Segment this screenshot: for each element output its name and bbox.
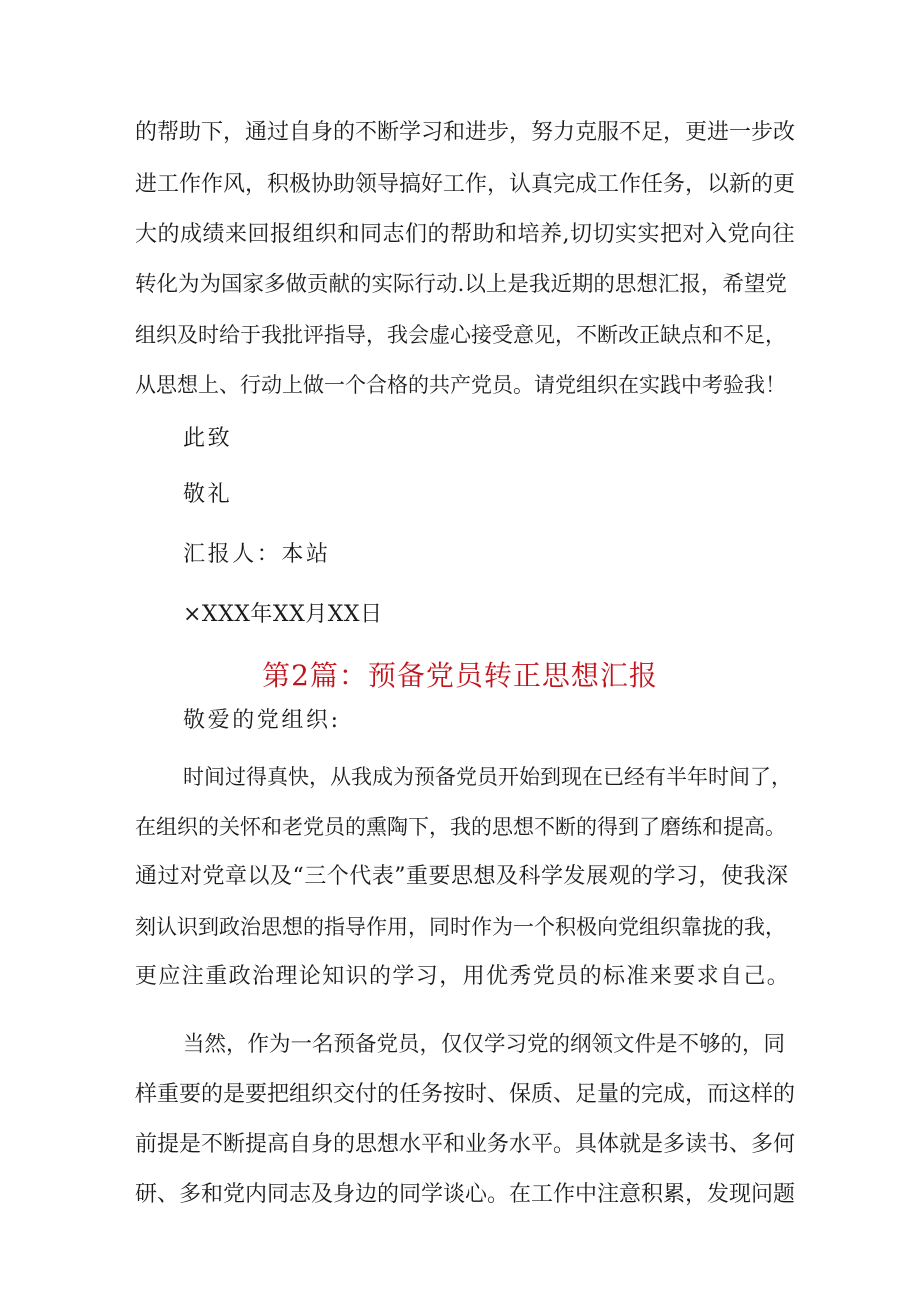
closing-respect: 敬礼: [183, 482, 233, 507]
paragraph-2-line: 通过对党章以及“三个代表”重要思想及科学发展观的学习，使我深: [135, 864, 789, 889]
paragraph-1-line: 转化为为国家多做贡献的实际行动.以上是我近期的思想汇报，希望党: [135, 272, 787, 297]
closing-salutation: 此致: [183, 426, 233, 451]
paragraph-1-line: 大的成绩来回报组织和同志们的帮助和培养,切切实实把对入党向往: [135, 222, 795, 247]
paragraph-3-line: 前提是不断提高自身的思想水平和业务水平。具体就是多读书、多何: [135, 1132, 796, 1157]
greeting: 敬爱的党组织:: [183, 708, 341, 733]
paragraph-2-line: 时间过得真快，从我成为预备党员开始到现在已经有半年时间了，: [183, 765, 792, 789]
section-title: 第2篇：预备党员转正思想汇报: [262, 659, 658, 692]
paragraph-2-line: 在组织的关怀和老党员的熏陶下，我的思想不断的得到了磨练和提高。: [135, 815, 786, 839]
paragraph-2-line: 更应注重政治理论知识的学习，用优秀党员的标准来要求自己。: [135, 964, 791, 989]
reporter-line: 汇报人：本站: [183, 542, 331, 567]
paragraph-3-line: 样重要的是要把组织交付的任务按时、保质、足量的完成，而这样的: [135, 1082, 796, 1107]
paragraph-1-line: 进工作作风，积极协助领导搞好工作，认真完成工作任务，以新的更: [135, 172, 796, 197]
paragraph-1-line: 从思想上、行动上做一个合格的共产党员。请党组织在实践中考验我！: [135, 373, 786, 397]
paragraph-3-line: 研、多和党内同志及身边的同学谈心。在工作中注意积累，发现问题: [135, 1182, 796, 1207]
date-line: ×XXX年XX月XX日: [183, 602, 383, 627]
paragraph-2-line: 刻认识到政治思想的指导作用，同时作为一个积极向党组织靠拢的我，: [135, 915, 786, 939]
paragraph-3-line: 当然，作为一名预备党员，仅仅学习党的纲领文件是不够的，同: [183, 1032, 786, 1057]
paragraph-1-line: 的帮助下，通过自身的不断学习和进步，努力克服不足，更进一步改: [135, 120, 796, 145]
paragraph-1-line: 组织及时给于我批评指导，我会虚心接受意见，不断改正缺点和不足，: [135, 323, 786, 347]
